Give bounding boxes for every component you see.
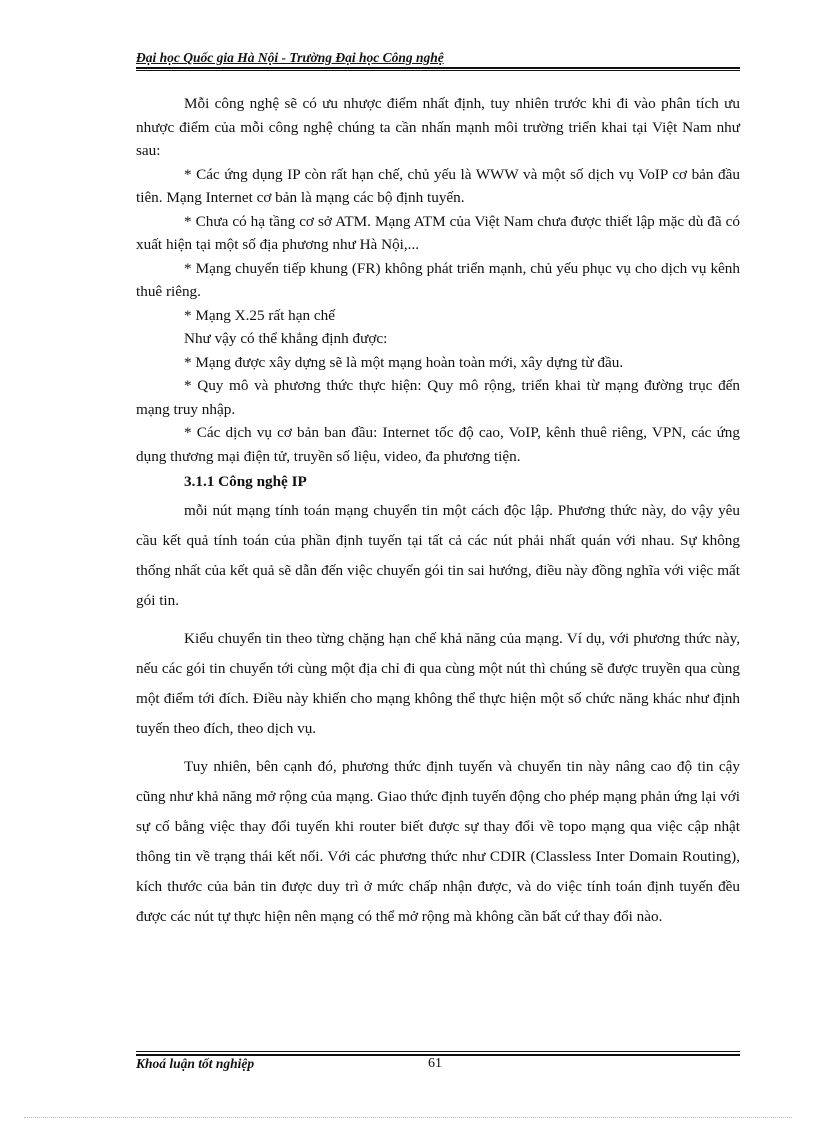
page-footer (136, 1056, 740, 1076)
page-header (136, 50, 740, 66)
header-rule-thick (136, 67, 740, 69)
bullet-x25: * Mạng X.25 rất hạn chế (184, 306, 335, 324)
bullet-ip-apps: * Các ứng dụng IP còn rất hạn chế, chủ yếu là WWW và một số dịch vụ VoIP cơ bản đầu tiên. Mạng Internet cơ bản là mạng các bộ định tuyến. (136, 165, 740, 206)
bullet-frame-relay: * Mạng chuyển tiếp khung (FR) không phát triển mạnh, chủ yếu phục vụ cho dịch vụ kênh thuê riêng. (136, 259, 740, 300)
section-heading: 3.1.1 Công nghệ IP (184, 473, 307, 490)
section-paragraph-1: mỗi nút mạng tính toán mạng chuyển tin một cách độc lập. Phương thức này, do vậy yêu cầu kết quả tính toán của phần định tuyến tại tất cả các nút phải nhất quán với nhau. Sự không thống nhất của kết quả sẽ dẫn đến việc chuyển gói tin sai hướng, điều này đồng nghĩa với việc mất gói tin. (136, 501, 740, 609)
header-rule-thin (136, 70, 740, 71)
footer-rule-thin (136, 1051, 740, 1052)
bullet-atm: * Chưa có hạ tầng cơ sở ATM. Mạng ATM của Việt Nam chưa được thiết lập mặc dù đã có xuất hiện tại một số địa phương như Hà Nội,... (136, 212, 740, 253)
section-paragraph-3: Tuy nhiên, bên cạnh đó, phương thức định tuyến và chuyển tin này nâng cao độ tin cậy cũng như khả năng mở rộng của mạng. Giao thức định tuyến động cho phép mạng phản ứng lại với sự cố bằng việc thay đổi tuyến khi router biết được sự thay đổi về topo mạng qua việc cập nhật thông tin về trạng thái kết nối. Với các phương thức như CDIR (Classless Inter Domain Routing), kích thước của bản tin được duy trì ở mức chấp nhận được, và do việc tính toán định tuyến đều được các nút tự thực hiện nên mạng có thể mở rộng mà không cần bất cứ thay đổi nào. (136, 757, 740, 925)
intro-paragraph: Mỗi công nghệ sẽ có ưu nhược điểm nhất định, tuy nhiên trước khi đi vào phân tích ưu nhược điểm của mỗi công nghệ chúng ta cần nhấn mạnh môi trường triển khai tại Việt Nam như sau: (136, 95, 740, 159)
page-edge-divider (24, 1117, 792, 1118)
section-paragraph-2: Kiểu chuyển tin theo từng chặng hạn chế khả năng của mạng. Ví dụ, với phương thức này, nếu các gói tin chuyển tới cùng một địa chỉ đi qua cùng một nút thì chúng sẽ được truyền qua cùng một điểm tới đích. Điều này khiến cho mạng không thể thực hiện một số chức năng khác như định tuyến theo đích, theo dịch vụ. (136, 629, 740, 737)
conclusion-scale: * Quy mô và phương thức thực hiện: Quy mô rộng, triển khai từ mạng đường trục đến mạng truy nhập. (136, 377, 740, 418)
header-title: Đại học Quốc gia Hà Nội - Trường Đại học Công nghệ (136, 50, 444, 65)
footer-title: Khoá luận tốt nghiệp (136, 1056, 255, 1071)
document-body (136, 92, 740, 932)
conclusion-new-network: * Mạng được xây dựng sẽ là một mạng hoàn toàn mới, xây dựng từ đầu. (184, 353, 624, 371)
conclusion-services: * Các dịch vụ cơ bản ban đầu: Internet tốc độ cao, VoIP, kênh thuê riêng, VPN, các ứng dụng thương mại điện tử, truyền số liệu, video, đa phương tiện. (136, 424, 740, 465)
conclusion-line: Như vậy có thể khẳng định được: (184, 330, 388, 347)
page-number: 61 (428, 1056, 442, 1071)
